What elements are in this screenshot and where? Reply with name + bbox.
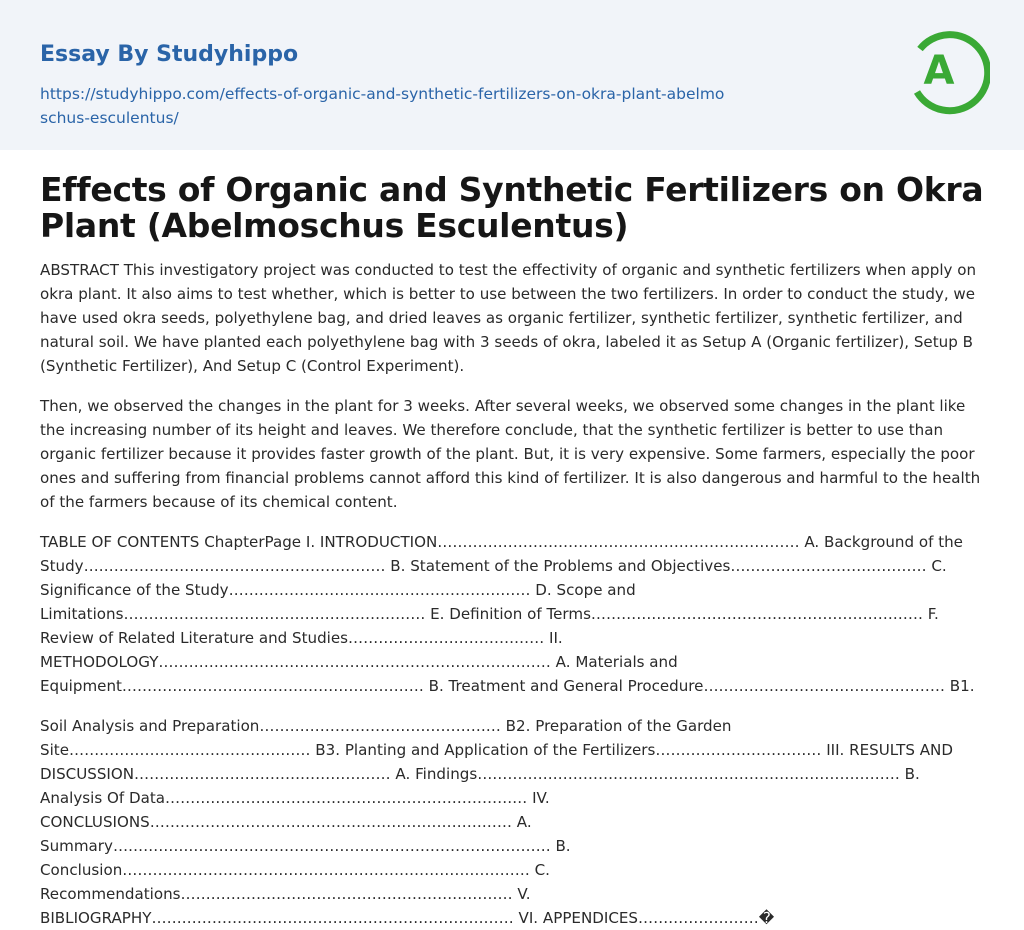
- essay-content: [0, 150, 1024, 930]
- site-header: [0, 0, 1024, 150]
- site-title[interactable]: Essay By Studyhippo: [40, 42, 299, 67]
- essay-paragraph-observations: Then, we observed the changes in the plant for 3 weeks. After several weeks, we observed some changes in the plant like the increasing number of its height and leaves. We therefore conclude, that the synthetic fertilizer is better to use than organic fertilizer because it provides faster growth of the plant. But, it is very expensive. Some farmers, especially the poor ones and suffering from financial problems cannot afford this kind of fertilizer. It is also dangerous and harmful to the health of the farmers because of its chemical content.: [40, 397, 981, 511]
- essay-paragraph-contents-part-1: TABLE OF CONTENTS ChapterPage I. INTRODUCTION……………………………………………………………… A. Background of the Study…………………………………………………… B. Statement of the Problems and Objectives………………………………… C. Significance of the Study…………………………………………………… D. Scope and Limitations…………………………………………………… E. Definition of Terms………………………………………………………… F. Review of Related Literature and Studies………………………………… II. METHODOLOGY…………………………………………………………………… A. Materials and Equipment…………………………………………………… B. Treatment and General Procedure………………………………………… B1.: [40, 533, 975, 695]
- essay-paragraph-abstract: ABSTRACT This investigatory project was conducted to test the effectivity of organic and synthetic fertilizers when apply on okra plant. It also aims to test whether, which is better to use between the two fertilizers. In order to conduct the study, we have used okra seeds, polyethylene bag, and dried leaves as organic fertilizer, synthetic fertilizer, synthetic fertilizer, and natural soil. We have planted each polyethylene bag with 3 seeds of okra, labeled it as Setup A (Organic fertilizer), Setup B (Synthetic Fertilizer), And Setup C (Control Experiment).: [40, 261, 977, 375]
- studyhippo-logo-icon[interactable]: [908, 26, 990, 118]
- source-url-link[interactable]: https://studyhippo.com/effects-of-organic-and-synthetic-fertilizers-on-okra-plant-abelmoschus-esculentus/: [40, 85, 725, 127]
- essay-paragraph-contents-part-2: Soil Analysis and Preparation………………………………………… B2. Preparation of the Garden Site………………………………………… B3. Planting and Application of the Fertilizers…………………………… III. RESULTS AND DISCUSSION…………………………………………… A. Findings………………………………………………………………………… B. Analysis Of Data……………………………………………………………… IV. CONCLUSIONS……………………………………………………………… A. Summary…………………………………………………………………………… B. Conclusion……………………………………………………………………… C. Recommendations………………………………………………………… V. BIBLIOGRAPHY……………………………………………………………… VI. APPENDICES……………………�: [40, 717, 953, 927]
- logo-letter: A: [923, 48, 955, 94]
- essay-title: Effects of Organic and Synthetic Fertilizers on Okra Plant (Abelmoschus Esculentus): [40, 170, 984, 245]
